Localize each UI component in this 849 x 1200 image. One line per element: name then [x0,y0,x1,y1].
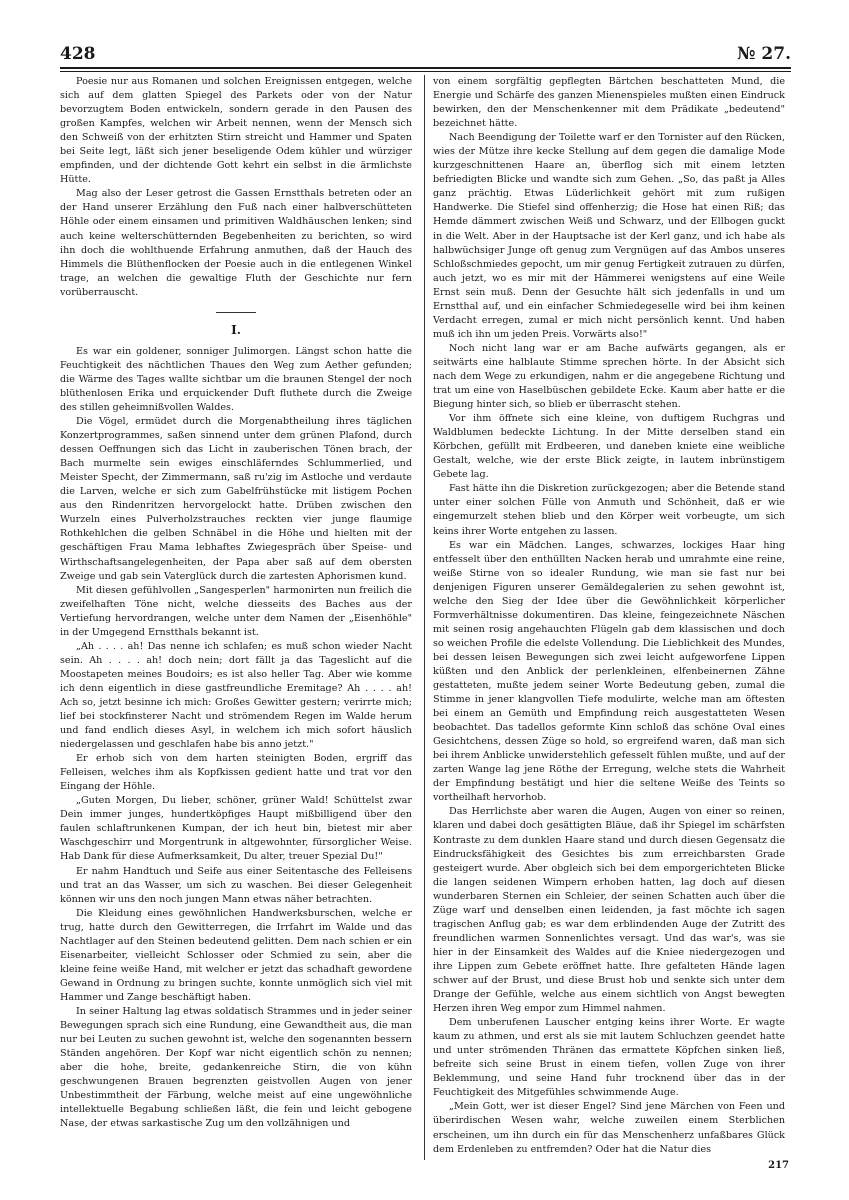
column-divider [424,75,425,1160]
sheet-number: 217 [768,1160,789,1171]
paragraph: „Guten Morgen, Du lieber, schöner, grüner Wald! Schüttelst zwar Dein immer junges, hundertköpfiges Haupt mißbilligend über den faulen schlaftrunkenen Kumpan, der ich heut bin, bietest mir aber Waschgeschirr und Morgentrunk in altgewohnter, fürsorglicher Weise. Hab Dank für diese Aufmerksamkeit, Du alter, treuer Spezial Du!" [60,795,412,863]
paragraph: Er nahm Handtuch und Seife aus einer Seitentasche des Felleisens und trat an das Wasser, um sich zu waschen. Bei dieser Gelegenheit können wir uns den noch jungen Mann etwas näher betrachten. [60,865,412,905]
paragraph: Mit diesen gefühlvollen „Sangesperlen" harmonirten nun freilich die zweifelhaften Töne nicht, welche diesseits des Baches aus der Vertiefung hervordrangen, welche unter dem Namen der „Eisenhöhle" in der Umgegend Ernstthals bekannt ist. [60,584,412,638]
section-divider [216,312,256,313]
issue-number: № 27. [737,44,791,64]
header-rule [60,67,791,72]
paragraph: Es war ein Mädchen. Langes, schwarzes, lockiges Haar hing entfesselt über den enthüllten Nacken herab und umrahmte eine reine, weiße Stirne von so idealer Rundung, wie man sie fast nur bei denjenigen Figuren unserer Gemäldegalerien zu sehen gewohnt ist, welche den Sieg der Idee über die Gewöhnlichkeit körperlicher Formverhältnisse dokumentiren. Das kleine, feingezeichnete Näschen mit seinen rosig angehauchten Flügeln gab dem klassischen und doch so weichen Profile die edelste Vollendung. Die Lieblichkeit des Mundes, bei dessen leisen Bewegungen sich zwei leicht aufgeworfene Lippen küßten und den Anblick der perlenkleinen, elfenbeinernen Zähne gestatteten, mußte jedem seiner Worte Bedeutung geben, zumal die Stimme in jener klangvollen Tiefe modulirte, welche man am öftesten bei einem an Gemüth und Empfindung reich ausgestatteten Wesen beobachtet. Das tadellos geformte Kinn schloß das schöne Oval eines Gesichtchens, dessen Züge so hold, so ergreifend waren, daß man sich bei ihrem Anblicke unwiderstehlich gefesselt fühlen mußte, und auf der zarten Wange lag jene Röthe der Erregung, welche stets die Wahrheit der Empfindung bestätigt und hier die seltene Weiße des Teints so vortheilhaft hervorhob. [433,539,785,804]
paragraph: In seiner Haltung lag etwas soldatisch Strammes und in jeder seiner Bewegungen sprach sich eine Rundung, eine Gewandtheit aus, die man nur bei Leuten zu suchen gewohnt ist, welche den sogenannten bessern Ständen angehören. Der Kopf war nicht eigentlich schön zu nennen; aber die hohe, breite, gedankenreiche Stirn, die von kühn geschwungenen Brauen begrenzten geistvollen Augen von jener Unbestimmtheit der Färbung, welche meist auf eine ungewöhnliche intellektuelle Begabung schließen läßt, die fein und leicht gebogene Nase, der etwas sarkastische Zug um den vollzähnigen und [60,1006,412,1130]
left-column [60,75,412,1165]
paragraph: Die Kleidung eines gewöhnlichen Handwerksburschen, welche er trug, hatte durch den Gewitterregen, die Irrfahrt im Walde und das Nachtlager auf den Steinen bedeutend gelitten. Dem nach schien er ein Eisenarbeiter, vielleicht Schlosser oder Schmied zu sein, aber die kleine feine weiße Hand, mit welcher er jetzt das schadhaft gewordene Gewand in Ordnung zu bringen suchte, konnte unmöglich sich viel mit Hammer und Zange beschäftigt haben. [60,907,412,1003]
paragraph: „Ah . . . . ah! Das nenne ich schlafen; es muß schon wieder Nacht sein. Ah . . . . ah! doch nein; dort fällt ja das Tageslicht auf die Moostapeten meines Boudoirs; es ist also heller Tag. Aber wie komme ich denn eigentlich in diese gastfreundliche Eremitage? Ah . . . . ah! Ach so, jetzt besinne ich mich: Großes Gewitter gestern; verirrte mich; lief bei stockfinsterer Nacht und strömendem Regen im Walde herum und fand endlich dieses Asyl, in welchem ich mich sofort häuslich niedergelassen und geschlafen habe bis anno jetzt." [60,640,412,751]
paragraph: Das Herrlichste aber waren die Augen, Augen von einer so reinen, klaren und dabei doch gesättigten Bläue, daß ihr Spiegel im schärfsten Kontraste zu dem dunklen Haare stand und durch diesen Gegensatz die Eindrucksfähigkeit des Gesichtes bis zum erreichbarsten Grade gesteigert wurde. Aber obgleich sich bei dem emporgerichteten Blicke die langen seidenen Wimpern erhoben hatten, lag doch auf diesen wunderbaren Sternen ein Schleier, der seinen Schatten auch über die Züge warf und denselben einen leidenden, ja fast möchte ich sagen tragischen Anflug gab; es war dem erblindenden Auge der Zutritt des freundlichen warmen Sonnenlichtes versagt. Und das war's, was sie hier in der Einsamkeit des Waldes auf die Kniee niedergezogen und ihre Lippen zum Gebete eröffnet hatte. Ihre gefalteten Hände lagen schwer auf der Brust, und diese Brust hob und senkte sich unter dem Drange der Gefühle, welche aus einem sichtlich von Angst bewegten Herzen ihren Weg empor zum Himmel nahmen. [433,806,785,1015]
paragraph: Mag also der Leser getrost die Gassen Ernstthals betreten oder an der Hand unserer Erzählung den Fuß nach einer halbverschütteten Höhle oder einem einsamen und primitiven Waldhäuschen lenken; sind auch keine welterschütternden Begebenheiten zu berichten, so wird ihn doch die wohlthuende Erfahrung anmuthen, daß der Hauch des Himmels die Blüthenflocken der Poesie auch in die entlegenen Winkel trage, an welchen die gewaltige Fluth der Geschichte nur fern vorüberrauscht. [60,188,412,298]
paragraph: Noch nicht lang war er am Bache aufwärts gegangen, als er seitwärts eine halblaute Stimme sprechen hörte. In der Absicht sich nach dem Wege zu erkundigen, nahm er die angegebene Richtung und trat um eine von Haselbüschen gebildete Ecke. Kaum aber hatte er die Biegung hinter sich, so blieb er überrascht stehen. [433,342,785,411]
paragraph: Fast hätte ihn die Diskretion zurückgezogen; aber die Betende stand unter einer solchen Fülle von Anmuth und Schönheit, daß er wie eingemurzelt stehen blieb und den Körper weit vorbeugte, um sich keins ihrer Worte entgehen zu lassen. [433,483,785,537]
paragraph: Poesie nur aus Romanen und solchen Ereignissen entgegen, welche sich auf dem glatten Spiegel des Parkets oder von der Natur bevorzugtem Boden entwickeln, sondern gerade in den Pausen des großen Kampfes, welchen wir Arbeit nennen, wenn der Mensch sich den Schweiß von der erhitzten Stirn streicht und Hammer und Spaten bei Seite legt, läßt sich jener beseligende Odem kühler und würziger empfinden, und der dichtende Gott kehrt ein selbst in die ärmlichste Hütte. [60,76,412,186]
paragraph: von einem sorgfältig gepflegten Bärtchen beschatteten Mund, die Energie und Schärfe des ganzen Mienenspieles mußten einen Eindruck bewirken, den der Menschenkenner mit dem Prädikate „bedeutend" bezeichnet hätte. [433,76,785,130]
paragraph: Es war ein goldener, sonniger Julimorgen. Längst schon hatte die Feuchtigkeit des nächtlichen Thaues den Weg zum Aether gefunden; die Wärme des Tages wallte sichtbar um die braunen Stengel der noch blüthenlosen Erika und erquickender Duft fluthete durch die Zweige des stillen geheimnißvollen Waldes. [60,345,412,413]
page-number: 428 [60,44,96,64]
paragraph: Dem unberufenen Lauscher entging keins ihrer Worte. Er wagte kaum zu athmen, und erst als sie mit lautem Schluchzen geendet hatte und unter strömenden Thränen das ermattete Köpfchen sinken ließ, befreite sich seine Brust in einem tiefen, vollen Zuge von ihrer Beklemmung, und seine Hand fuhr trocknend über das in der Feuchtigkeit des Mitgefühles schwimmende Auge. [433,1017,785,1099]
paragraph: Die Vögel, ermüdet durch die Morgenabtheilung ihres täglichen Konzertprogrammes, saßen sinnend unter dem grünen Plafond, durch dessen Oeffnungen sich das Licht in zauberischen Tönen brach, der Bach murmelte sein ewiges einschläferndes Schlummerlied, und Meister Specht, der Zimmermann, saß ru'zig im Astloche und verdaute die Larven, welche er sich zum Gabelfrühstücke mit listigem Pochen aus den Rindenritzen hervorgelockt hatte. Drüben zwischen den Wurzeln eines Pulverholzstrauches reckten vier junge flaumige Rothkehlchen die gelben Schnäbel in die Höhe und hielten mit der geschäftigen Frau Mama lebhaftes Zwiegespräch über Speise- und Wirthschaftsangelegenheiten, der Papa aber saß auf dem obersten Zweige und gab sein Vaterglück durch die zartesten Aphorismen kund. [60,416,412,582]
section-heading: I. [231,322,241,337]
paragraph: „Mein Gott, wer ist dieser Engel? Sind jene Märchen von Feen und überirdischen Wesen wahr, welche zuweilen einem Sterblichen erscheinen, um ihn durch ein für das Menschenherz unfaßbares Glück dem Erdenleben zu entfremden? Oder hat die Natur dies [433,1101,785,1155]
paragraph: Vor ihm öffnete sich eine kleine, von duftigem Ruchgras und Waldblumen bedeckte Lichtung. In der Mitte derselben stand ein Körbchen, gefüllt mit Erdbeeren, und daneben kniete eine weibliche Gestalt, welche, wie der erste Blick zeigte, in lautem inbrünstigem Gebete lag. [433,413,785,481]
paragraph: Nach Beendigung der Toilette warf er den Tornister auf den Rücken, wies der Mütze ihre kecke Stellung auf dem gegen die damalige Mode kurzgeschnittenen Haare an, überflog sich mit einem letzten befriedigten Blicke und wandte sich zum Gehen. „So, das paßt ja Alles ganz prächtig. Etwas Lüderlichkeit gehört mit zum rußigen Handwerke. Die Stiefel sind offenherzig; die Hose hat einen Riß; das Hemde dämmert zwischen Weiß und Schwarz, und der Ellbogen guckt in die Welt. Aber in der Hauptsache ist der Kerl ganz, und ich habe als halbwüchsiger Junge oft genug zum Vergnügen auf das Ambos unseres Schloßschmiedes gepocht, um mir genug Fertigkeit zutrauen zu dürfen, auch jetzt, wo es mir mit der Hämmerei wenigstens auf eine Weile Ernst sein muß. Denn der Gesuchte hält sich jedenfalls in und um Ernstthal auf, und ein einfacher Schmiedegeselle wird bei ihm keinen Verdacht erregen, zumal er mich nicht persönlich kennt. Und haben muß ich ihn um jeden Preis. Vorwärts also!" [433,132,785,340]
paragraph: Er erhob sich von dem harten steinigten Boden, ergriff das Felleisen, welches ihm als Kopfkissen gedient hatte und trat vor den Eingang der Höhle. [60,753,412,793]
right-column [433,75,785,1165]
